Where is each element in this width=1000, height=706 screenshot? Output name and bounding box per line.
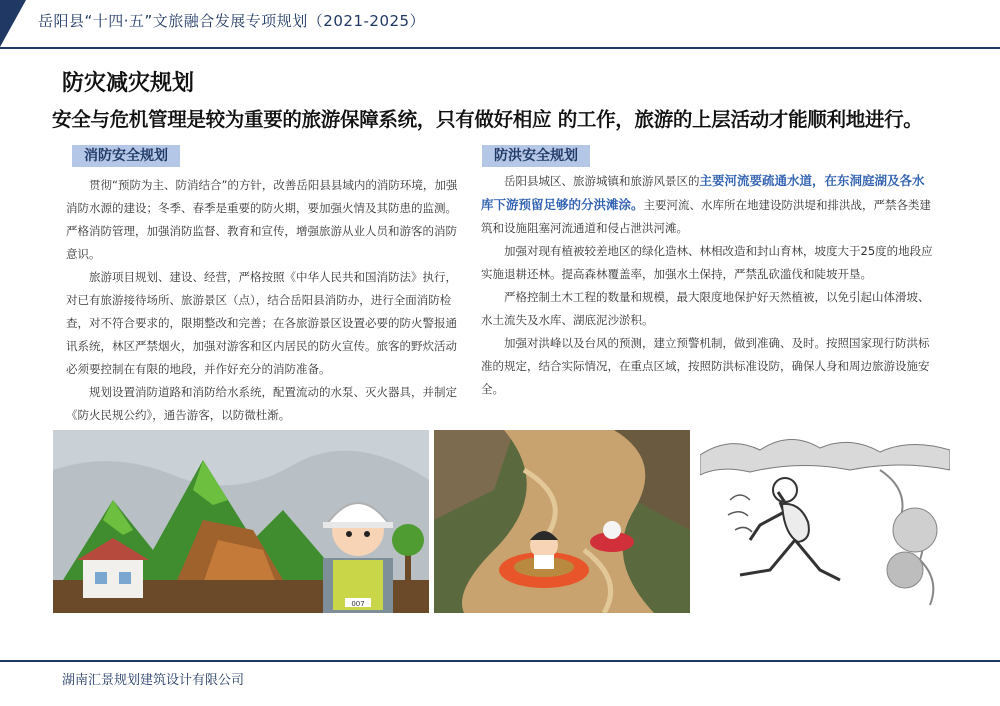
flood-paragraph-4: 加强对洪峰以及台风的预测，建立预警机制，做到准确、及时。按照国家现行防洪标准的规定，结合实际情况，在重点区域，按照防洪标准设防，确保人身和周边旅游设施安全。	[481, 336, 930, 396]
helmet-number: 007	[351, 600, 365, 608]
flood-section-body	[481, 169, 933, 401]
page-subtitle: 安全与危机管理是较为重要的旅游保障系统，只有做好相应 的工作，旅游的上层活动才能顺利地进行。	[52, 108, 923, 131]
fire-section-body	[66, 174, 468, 427]
fire-paragraph-2: 旅游项目规划、建设、经营，严格按照《中华人民共和国消防法》执行，对已有旅游接待场所、旅游景区（点），结合岳阳县消防办，进行全面消防检查，对不符合要求的，限期整改和完善；在各旅游景区设置必要的防火警报通讯系统，林区严禁烟火，加强对游客和区内居民的防火宣传。旅客的野炊活动必须要控制在有限的地段，并作好充分的消防准备。	[66, 270, 457, 376]
fire-paragraph-3: 规划设置消防道路和消防给水系统，配置流动的水泵、灭火器具，并制定《防火民规公约》，通告游客，以防微杜渐。	[66, 385, 457, 422]
header-divider	[0, 47, 1000, 49]
footer-divider	[0, 660, 1000, 662]
flood-section-tag: 防洪安全规划	[482, 145, 590, 167]
flood-paragraph-2: 加强对现有植被较差地区的绿化造林、林相改造和封山育林，坡度大于25度的地段应实施退耕还林。提高森林覆盖率，加强水土保持，严禁乱砍滥伐和陡坡开垦。	[481, 244, 933, 281]
header-corner-shape	[0, 0, 26, 47]
fire-section-tag: 消防安全规划	[72, 145, 180, 167]
flood-p1-rest: 主要河流、水库所在地建设防洪堤和排洪战，严禁各类建筑和设施阻塞河流通道和侵占泄洪河滩。	[481, 198, 932, 235]
flood-paragraph-1	[481, 169, 933, 240]
fire-escape-sketch	[700, 430, 950, 613]
flood-rescue-illustration	[434, 430, 690, 613]
landslide-illustration	[53, 430, 429, 613]
flood-p1-highlight: 主要河流要疏通水道，在东洞庭湖及各水库下游预留足够的分洪滩涂。	[481, 173, 925, 212]
page-title: 防灾减灾规划	[62, 71, 195, 96]
flood-paragraph-3: 严格控制土木工程的数量和规模，最大限度地保护好天然植被，以免引起山体滑坡、水土流失及水库、湖底泥沙淤积。	[481, 290, 930, 327]
footer-company: 湖南汇景规划建筑设计有限公司	[62, 673, 245, 688]
header-title: 岳阳县“十四·五”文旅融合发展专项规划（2021-2025）	[38, 12, 426, 30]
fire-paragraph-1: 贯彻“预防为主、防消结合”的方针，改善岳阳县县域内的消防环境，加强消防水源的建设；冬季、春季是重要的防火期，要加强火情及其防患的监测。严格消防管理，加强消防监督、教育和宣传，增强旅游从业人员和游客的消防意识。	[66, 178, 458, 261]
flood-p1-lead: 岳阳县城区、旅游城镇和旅游风景区的	[504, 174, 700, 188]
